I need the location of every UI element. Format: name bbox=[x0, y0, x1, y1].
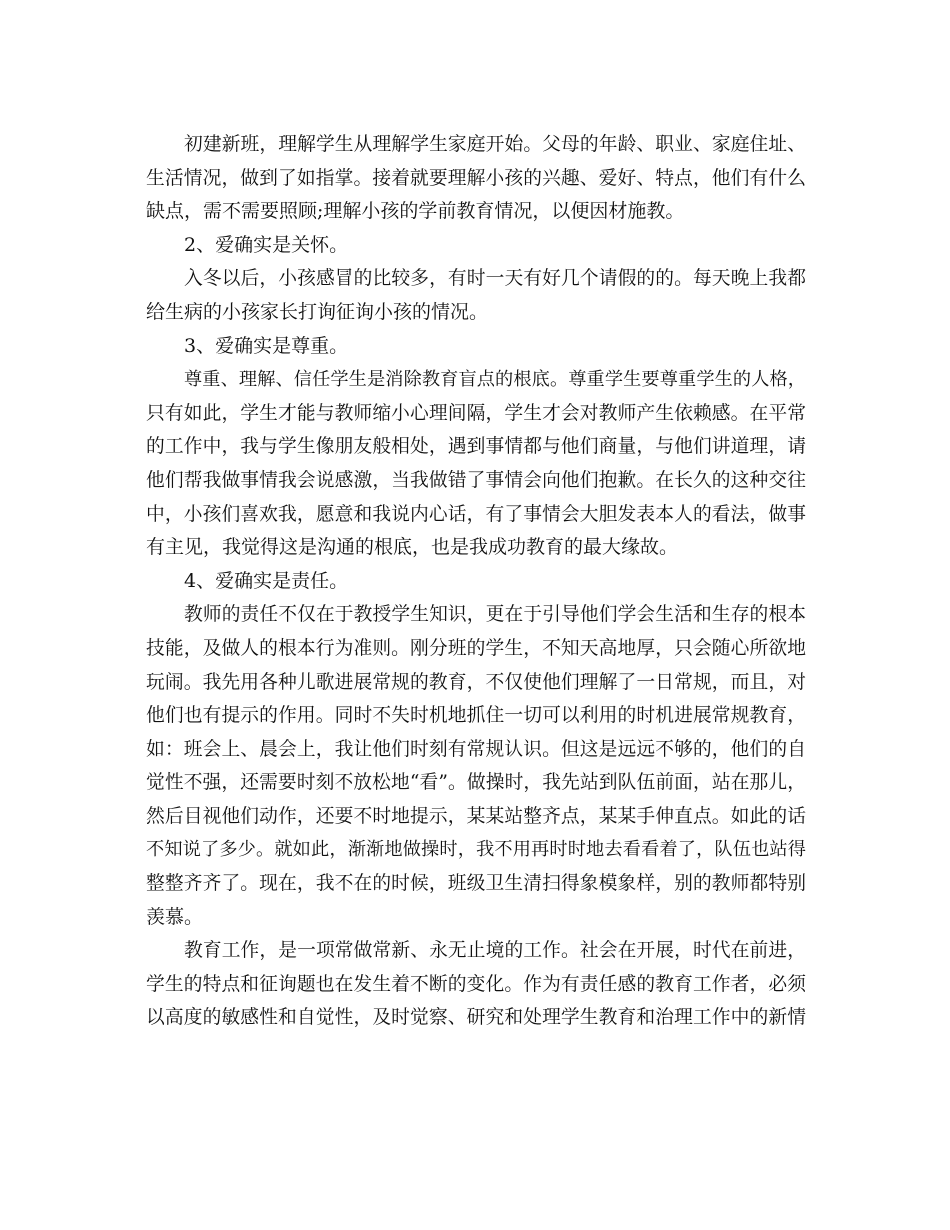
document-body bbox=[146, 128, 806, 1035]
text-line: 然后目视他们动作，还要不时地提示，某某站整齐点，某某手伸直点。如此的话 bbox=[146, 805, 806, 827]
text-line: 如：班会上、晨会上，我让他们时刻有常规认识。但这是远远不够的，他们的自 bbox=[146, 738, 806, 760]
text-line: 中，小孩们喜欢我，愿意和我说内心话，有了事情会大胆发表本人的看法，做事 bbox=[146, 503, 806, 525]
text-line: 教师的责任不仅在于教授学生知识，更在于引导他们学会生活和生存的根本 bbox=[184, 604, 806, 626]
text-line: 生活情况，做到了如指掌。接着就要理解小孩的兴趣、爱好、特点，他们有什么 bbox=[146, 167, 806, 189]
text-line: 有主见，我觉得这是沟通的根底，也是我成功教育的最大缘故。 bbox=[146, 536, 679, 559]
text-line: 不知说了多少。就如此，渐渐地做操时，我不用再时时地去看看着了，队伍也站得 bbox=[146, 839, 806, 861]
text-line: 玩闹。我先用各种儿歌进展常规的教育，不仅使他们理解了一日常规，而且，对 bbox=[146, 671, 806, 693]
text-line: 以高度的敏感性和自觉性，及时觉察、研究和处理学生教育和治理工作中的新情 bbox=[146, 1007, 806, 1029]
text-line: 羡慕。 bbox=[146, 905, 204, 928]
text-line: 缺点，需不需要照顾;理解小孩的学前教育情况，以便因材施教。 bbox=[146, 200, 685, 223]
text-line: 尊重、理解、信任学生是消除教育盲点的根底。尊重学生要尊重学生的人格， bbox=[184, 369, 806, 391]
text-line: 觉性不强，还需要时刻不放松地“看”。做操时，我先站到队伍前面，站在那儿， bbox=[146, 772, 806, 794]
text-line: 学生的特点和征询题也在发生着不断的变化。作为有责任感的教育工作者，必须 bbox=[146, 973, 806, 995]
text-line: 4、爱确实是责任。 bbox=[184, 569, 349, 592]
text-line: 给生病的小孩家长打询征询小孩的情况。 bbox=[146, 300, 489, 323]
text-line: 初建新班，理解学生从理解学生家庭开始。父母的年龄、职业、家庭住址、 bbox=[184, 134, 806, 155]
text-line: 他们帮我做事情我会说感激，当我做错了事情会向他们抱歉。在长久的这种交往 bbox=[146, 469, 806, 491]
text-line: 2、爱确实是关怀。 bbox=[184, 233, 349, 256]
text-line: 3、爱确实是尊重。 bbox=[184, 334, 349, 357]
text-line: 整整齐齐了。现在，我不在的时候，班级卫生清扫得象模象样，别的教师都特别 bbox=[146, 873, 806, 895]
text-line: 教育工作，是一项常做常新、永无止境的工作。社会在开展，时代在前进， bbox=[184, 940, 806, 962]
text-line: 技能，及做人的根本行为准则。刚分班的学生，不知天高地厚，只会随心所欲地 bbox=[146, 637, 806, 659]
text-line: 的工作中，我与学生像朋友般相处，遇到事情都与他们商量，与他们讲道理，请 bbox=[146, 436, 806, 458]
text-line: 入冬以后，小孩感冒的比较多，有时一天有好几个请假的的。每天晚上我都 bbox=[184, 268, 806, 290]
text-line: 只有如此，学生才能与教师缩小心理间隔，学生才会对教师产生依赖感。在平常 bbox=[146, 402, 806, 424]
text-line: 他们也有提示的作用。同时不失时机地抓住一切可以利用的时机进展常规教育， bbox=[146, 705, 806, 727]
